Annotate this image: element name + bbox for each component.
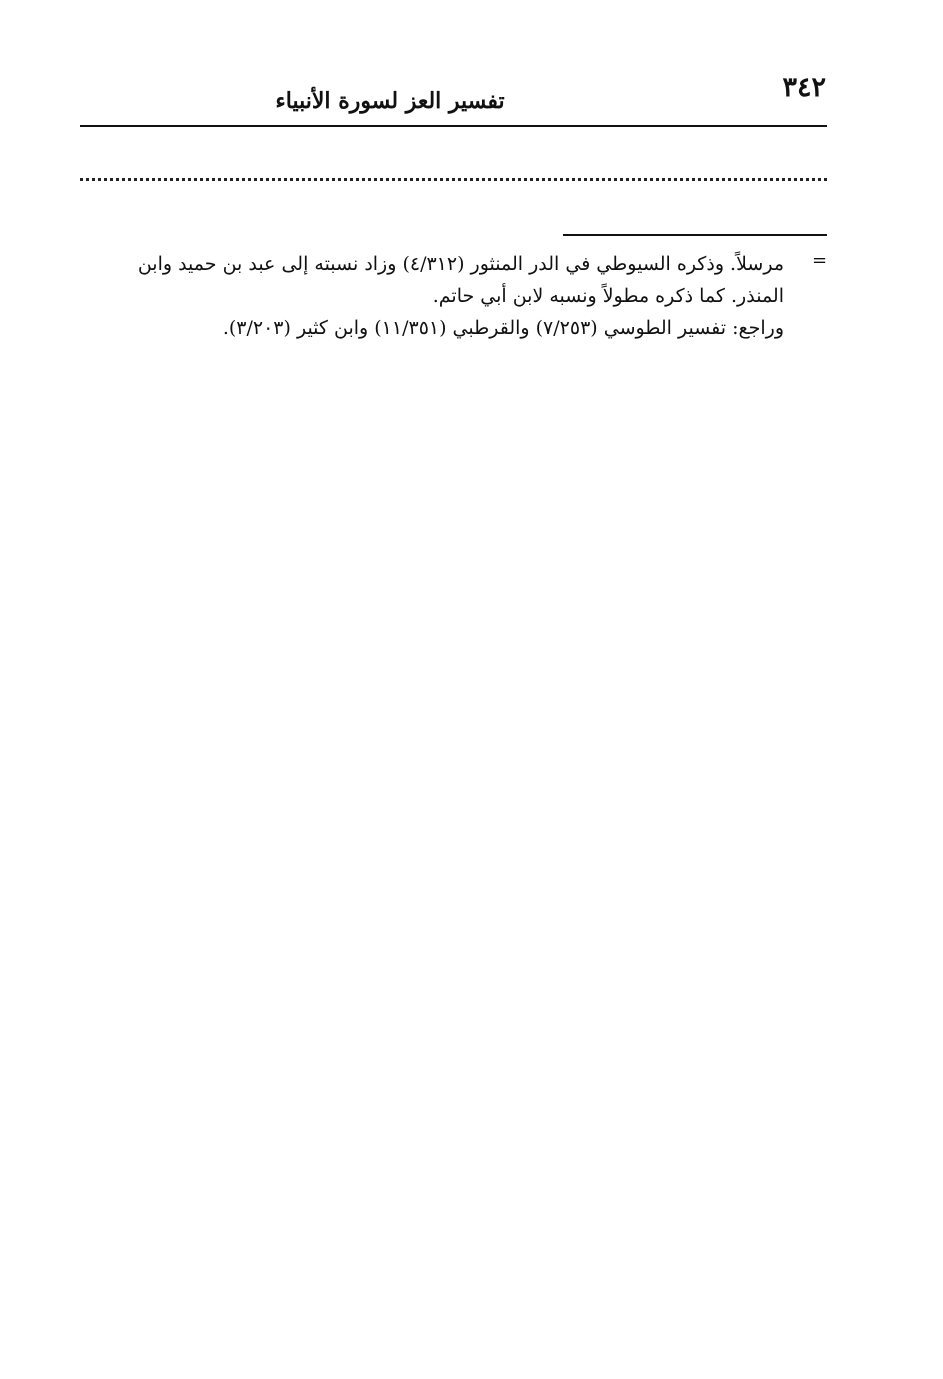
header-rule: [80, 125, 827, 127]
footnote-separator: [563, 234, 827, 236]
omitted-text-dotted-line: [80, 178, 827, 181]
footnote-continuation-marker: =: [812, 250, 828, 271]
footnote-line-1: مرسلاً. وذكره السيوطي في الدر المنثور (٤/٣١٢) وزاد نسبته إلى عبد بن حميد وابن: [137, 253, 784, 275]
footnote-body: [80, 248, 784, 344]
page-number: ٣٤٢: [782, 72, 826, 103]
footnote-line-3: وراجع: تفسير الطوسي (٧/٢٥٣) والقرطبي (١١/٣٥١) وابن كثير (٣/٢٠٣).: [222, 317, 784, 339]
footnote-line-2: المنذر. كما ذكره مطولاً ونسبه لابن أبي حاتم.: [432, 285, 784, 307]
running-title: تفسير العز لسورة الأنبياء: [275, 88, 505, 114]
